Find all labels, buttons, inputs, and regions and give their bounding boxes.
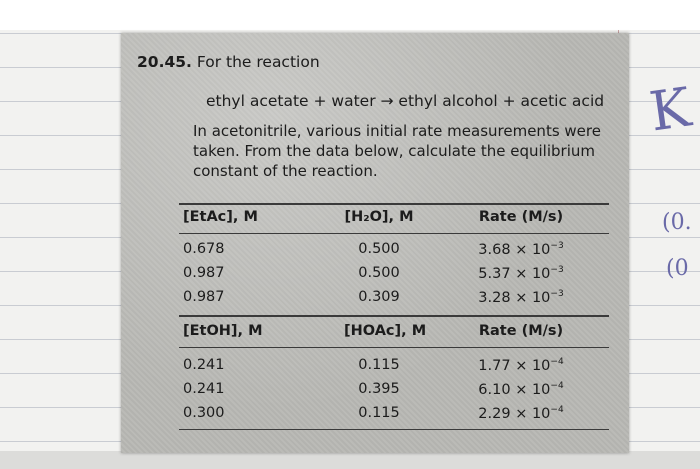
table1-r3-h2o: 0.309 <box>358 289 400 305</box>
problem-description: In acetonitrile, various initial rate measurements were taken. From the data below, calculate the equilibrium constant of the reaction. <box>193 122 601 180</box>
table1-r3-etac: 0.987 <box>183 289 225 305</box>
handwritten-note-2: (0 <box>666 256 689 281</box>
table1-top-rule <box>179 203 609 205</box>
table2-r1-rate: $1.77 \times 10^{-4}$ <box>478 357 564 374</box>
table1-r2-h2o: 0.500 <box>358 265 400 281</box>
problem-heading <box>137 53 320 71</box>
table2-r1-hoac: 0.115 <box>358 357 400 373</box>
bottom-strip <box>0 451 700 469</box>
table2-top-rule <box>179 315 609 317</box>
table2-header-rule <box>179 347 609 348</box>
table1-header-etac: [EtAc], M <box>183 209 258 225</box>
reaction-equation: ethyl acetate + water → ethyl alcohol + acetic acid <box>206 92 605 110</box>
table2-bottom-rule <box>179 429 609 430</box>
handwritten-k: K <box>645 75 695 144</box>
table2-header-etoh: [EtOH], M <box>183 323 263 339</box>
table1-r1-rate: $3.68 \times 10^{-3}$ <box>478 241 564 258</box>
table1-header-rule <box>179 233 609 234</box>
table1-r1-etac: 0.678 <box>183 241 225 257</box>
table1-r2-etac: 0.987 <box>183 265 225 281</box>
table1-r3-rate: $3.28 \times 10^{-3}$ <box>478 289 564 306</box>
table1-r1-h2o: 0.500 <box>358 241 400 257</box>
top-blank-strip <box>0 0 700 30</box>
table1-header-h2o: [H₂O], M <box>344 209 414 225</box>
table2-r3-hoac: 0.115 <box>358 405 400 421</box>
handwritten-note-1: (0. <box>662 210 692 235</box>
problem-intro: For the reaction <box>196 53 320 71</box>
table2-header-rate: Rate (M/s) <box>478 323 564 339</box>
table2-r3-rate: $2.29 \times 10^{-4}$ <box>478 405 564 422</box>
table2-r2-etoh: 0.241 <box>183 381 225 397</box>
textbook-photo <box>121 33 629 453</box>
table2-r2-rate: $6.10 \times 10^{-4}$ <box>478 381 564 398</box>
table2-r1-etoh: 0.241 <box>183 357 225 373</box>
problem-number: 20.45. <box>137 53 192 71</box>
table1-r2-rate: $5.37 \times 10^{-3}$ <box>478 265 564 282</box>
table2-r2-hoac: 0.395 <box>358 381 400 397</box>
table1-header-rate: Rate (M/s) <box>478 209 564 225</box>
table2-header-hoac: [HOAc], M <box>344 323 427 339</box>
table2-r3-etoh: 0.300 <box>183 405 225 421</box>
